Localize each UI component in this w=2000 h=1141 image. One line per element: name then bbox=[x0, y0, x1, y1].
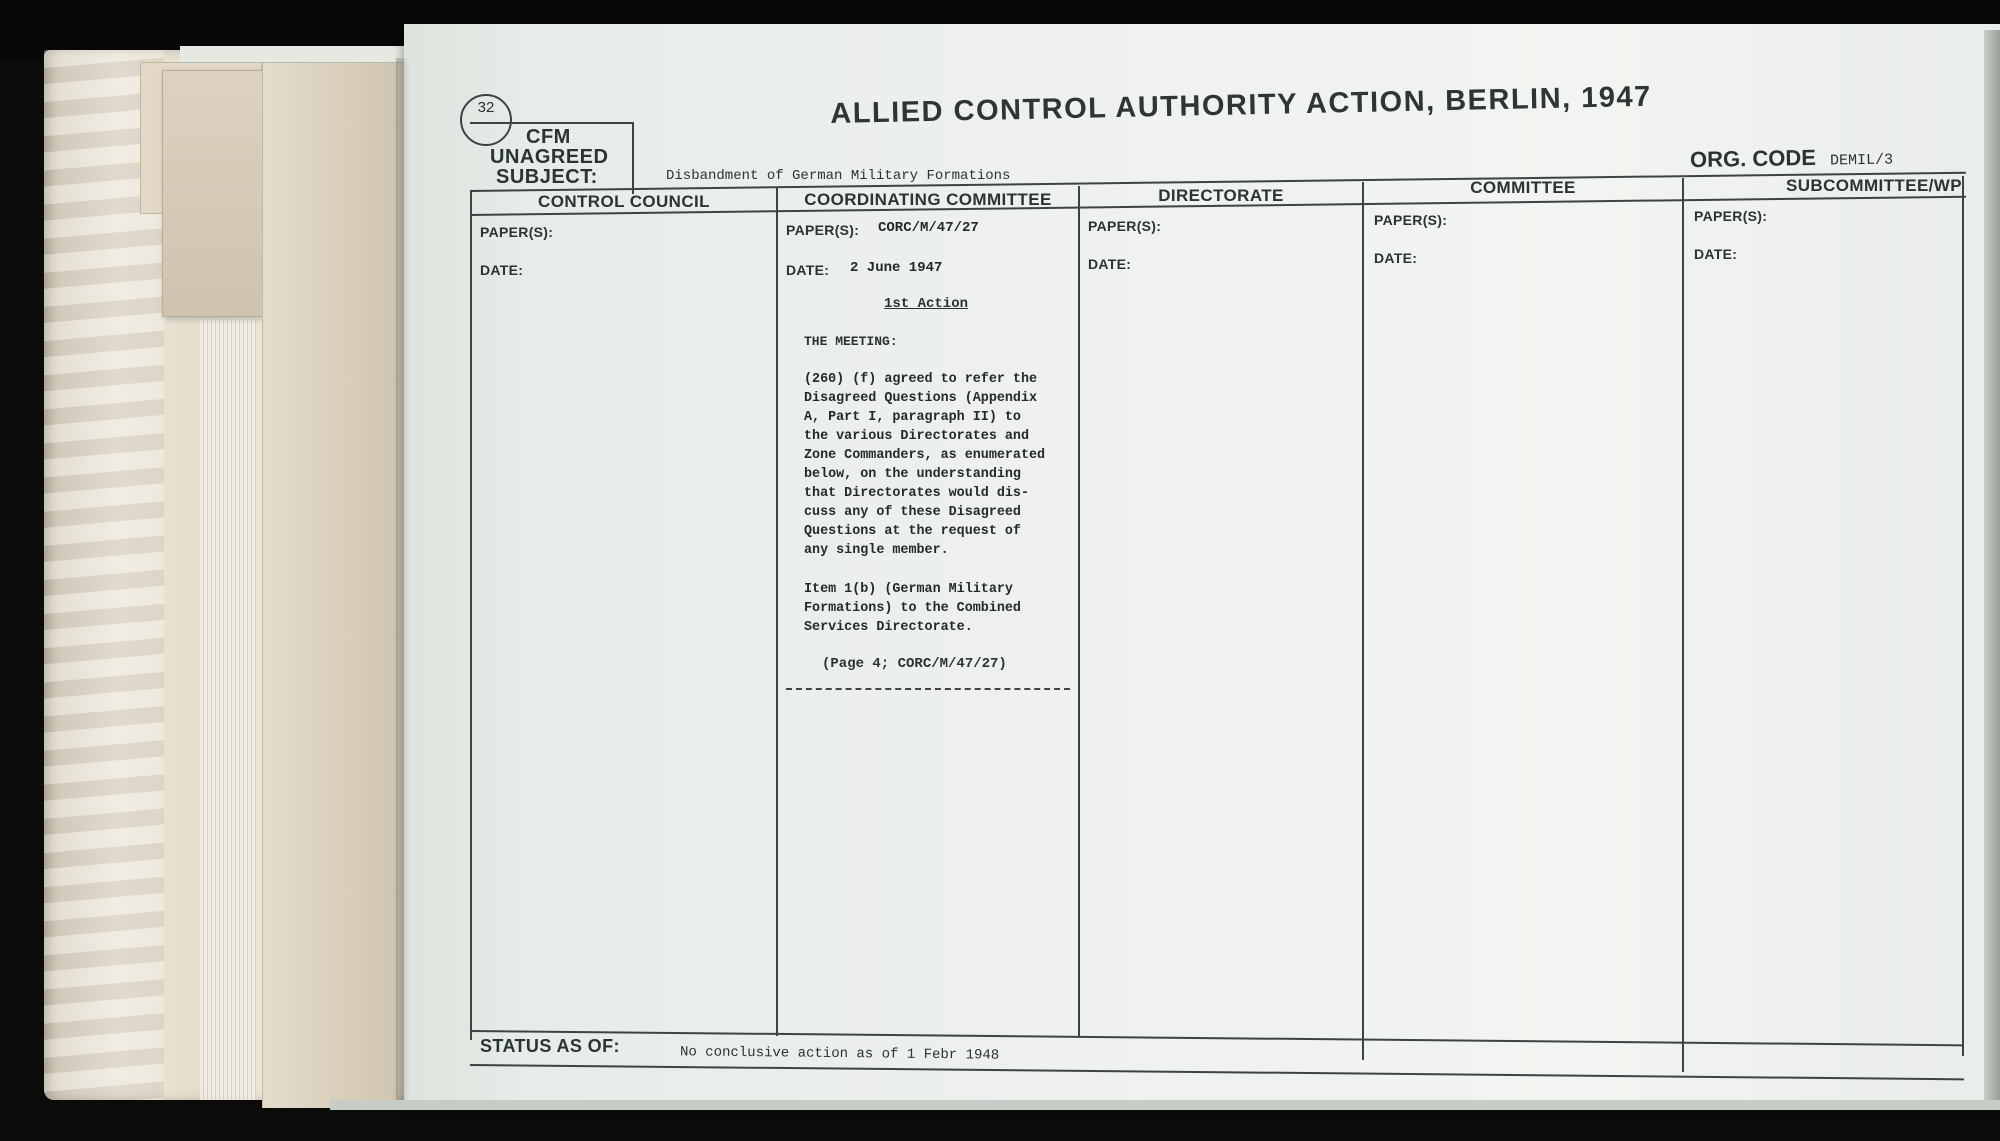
page-title: ALLIED CONTROL AUTHORITY ACTION, BERLIN, 1947 bbox=[830, 80, 1653, 130]
dashed-separator bbox=[786, 688, 1070, 690]
action-paragraph-1: (260) (f) agreed to refer the Disagreed Questions (Appendix A, Part I, paragraph II) to the various Directorates and Zone Commanders, as enumerated below, on the understanding that Directorates would dis- cuss any of these Disagreed Questions at the request of any single member. bbox=[804, 372, 1046, 558]
papers-value-coordinating: CORC/M/47/27 bbox=[878, 220, 979, 236]
papers-label-control-council: PAPER(S): bbox=[480, 224, 554, 240]
date-label-committee: DATE: bbox=[1374, 250, 1418, 266]
papers-label-subcommittee: PAPER(S): bbox=[1694, 208, 1768, 224]
date-value-coordinating: 2 June 1947 bbox=[850, 260, 943, 276]
column-header-control-council: CONTROL COUNCIL bbox=[538, 192, 710, 211]
col-divider-3 bbox=[1362, 182, 1364, 1060]
card-number: 32 bbox=[460, 94, 512, 146]
papers-label-coordinating: PAPER(S): bbox=[786, 222, 860, 238]
table-right-rule bbox=[1962, 176, 1964, 1056]
column-header-subcommittee: SUBCOMMITTEE/WP bbox=[1786, 176, 1962, 195]
column-header-coordinating-committee: COORDINATING COMMITTEE bbox=[804, 190, 1052, 209]
col-divider-4 bbox=[1682, 178, 1684, 1072]
cfm-label: CFM bbox=[526, 126, 571, 148]
column-header-directorate: DIRECTORATE bbox=[1158, 186, 1284, 205]
org-code-value: DEMIL/3 bbox=[1829, 151, 1894, 170]
col-divider-1 bbox=[776, 188, 778, 1036]
subject-label: SUBJECT: bbox=[496, 166, 598, 188]
papers-label-directorate: PAPER(S): bbox=[1088, 218, 1162, 234]
status-bottom-rule bbox=[470, 1064, 1964, 1080]
papers-label-committee: PAPER(S): bbox=[1374, 212, 1448, 228]
col-divider-2 bbox=[1078, 186, 1080, 1036]
page-reference: (Page 4; CORC/M/47/27) bbox=[822, 656, 1007, 672]
action-paragraph-2: Item 1(b) (German Military Formations) to the Combined Services Directorate. bbox=[804, 582, 1021, 635]
date-label-subcommittee: DATE: bbox=[1694, 246, 1738, 262]
status-value: No conclusive action as of 1 Febr 1948 bbox=[679, 1044, 1000, 1064]
org-code-label: ORG. CODE bbox=[1689, 144, 1817, 173]
column-header-committee: COMMITTEE bbox=[1470, 178, 1576, 197]
date-label-directorate: DATE: bbox=[1088, 256, 1132, 272]
action-title: 1st Action bbox=[884, 296, 969, 312]
date-label-control-council: DATE: bbox=[480, 262, 524, 278]
subject-value: Disbandment of German Military Formations bbox=[666, 168, 1011, 184]
date-label-coordinating: DATE: bbox=[786, 262, 830, 278]
meeting-heading: THE MEETING: bbox=[804, 334, 898, 349]
table-left-rule bbox=[470, 190, 472, 1040]
status-label: STATUS AS OF: bbox=[480, 1036, 620, 1056]
unagreed-label: UNAGREED bbox=[490, 146, 609, 168]
